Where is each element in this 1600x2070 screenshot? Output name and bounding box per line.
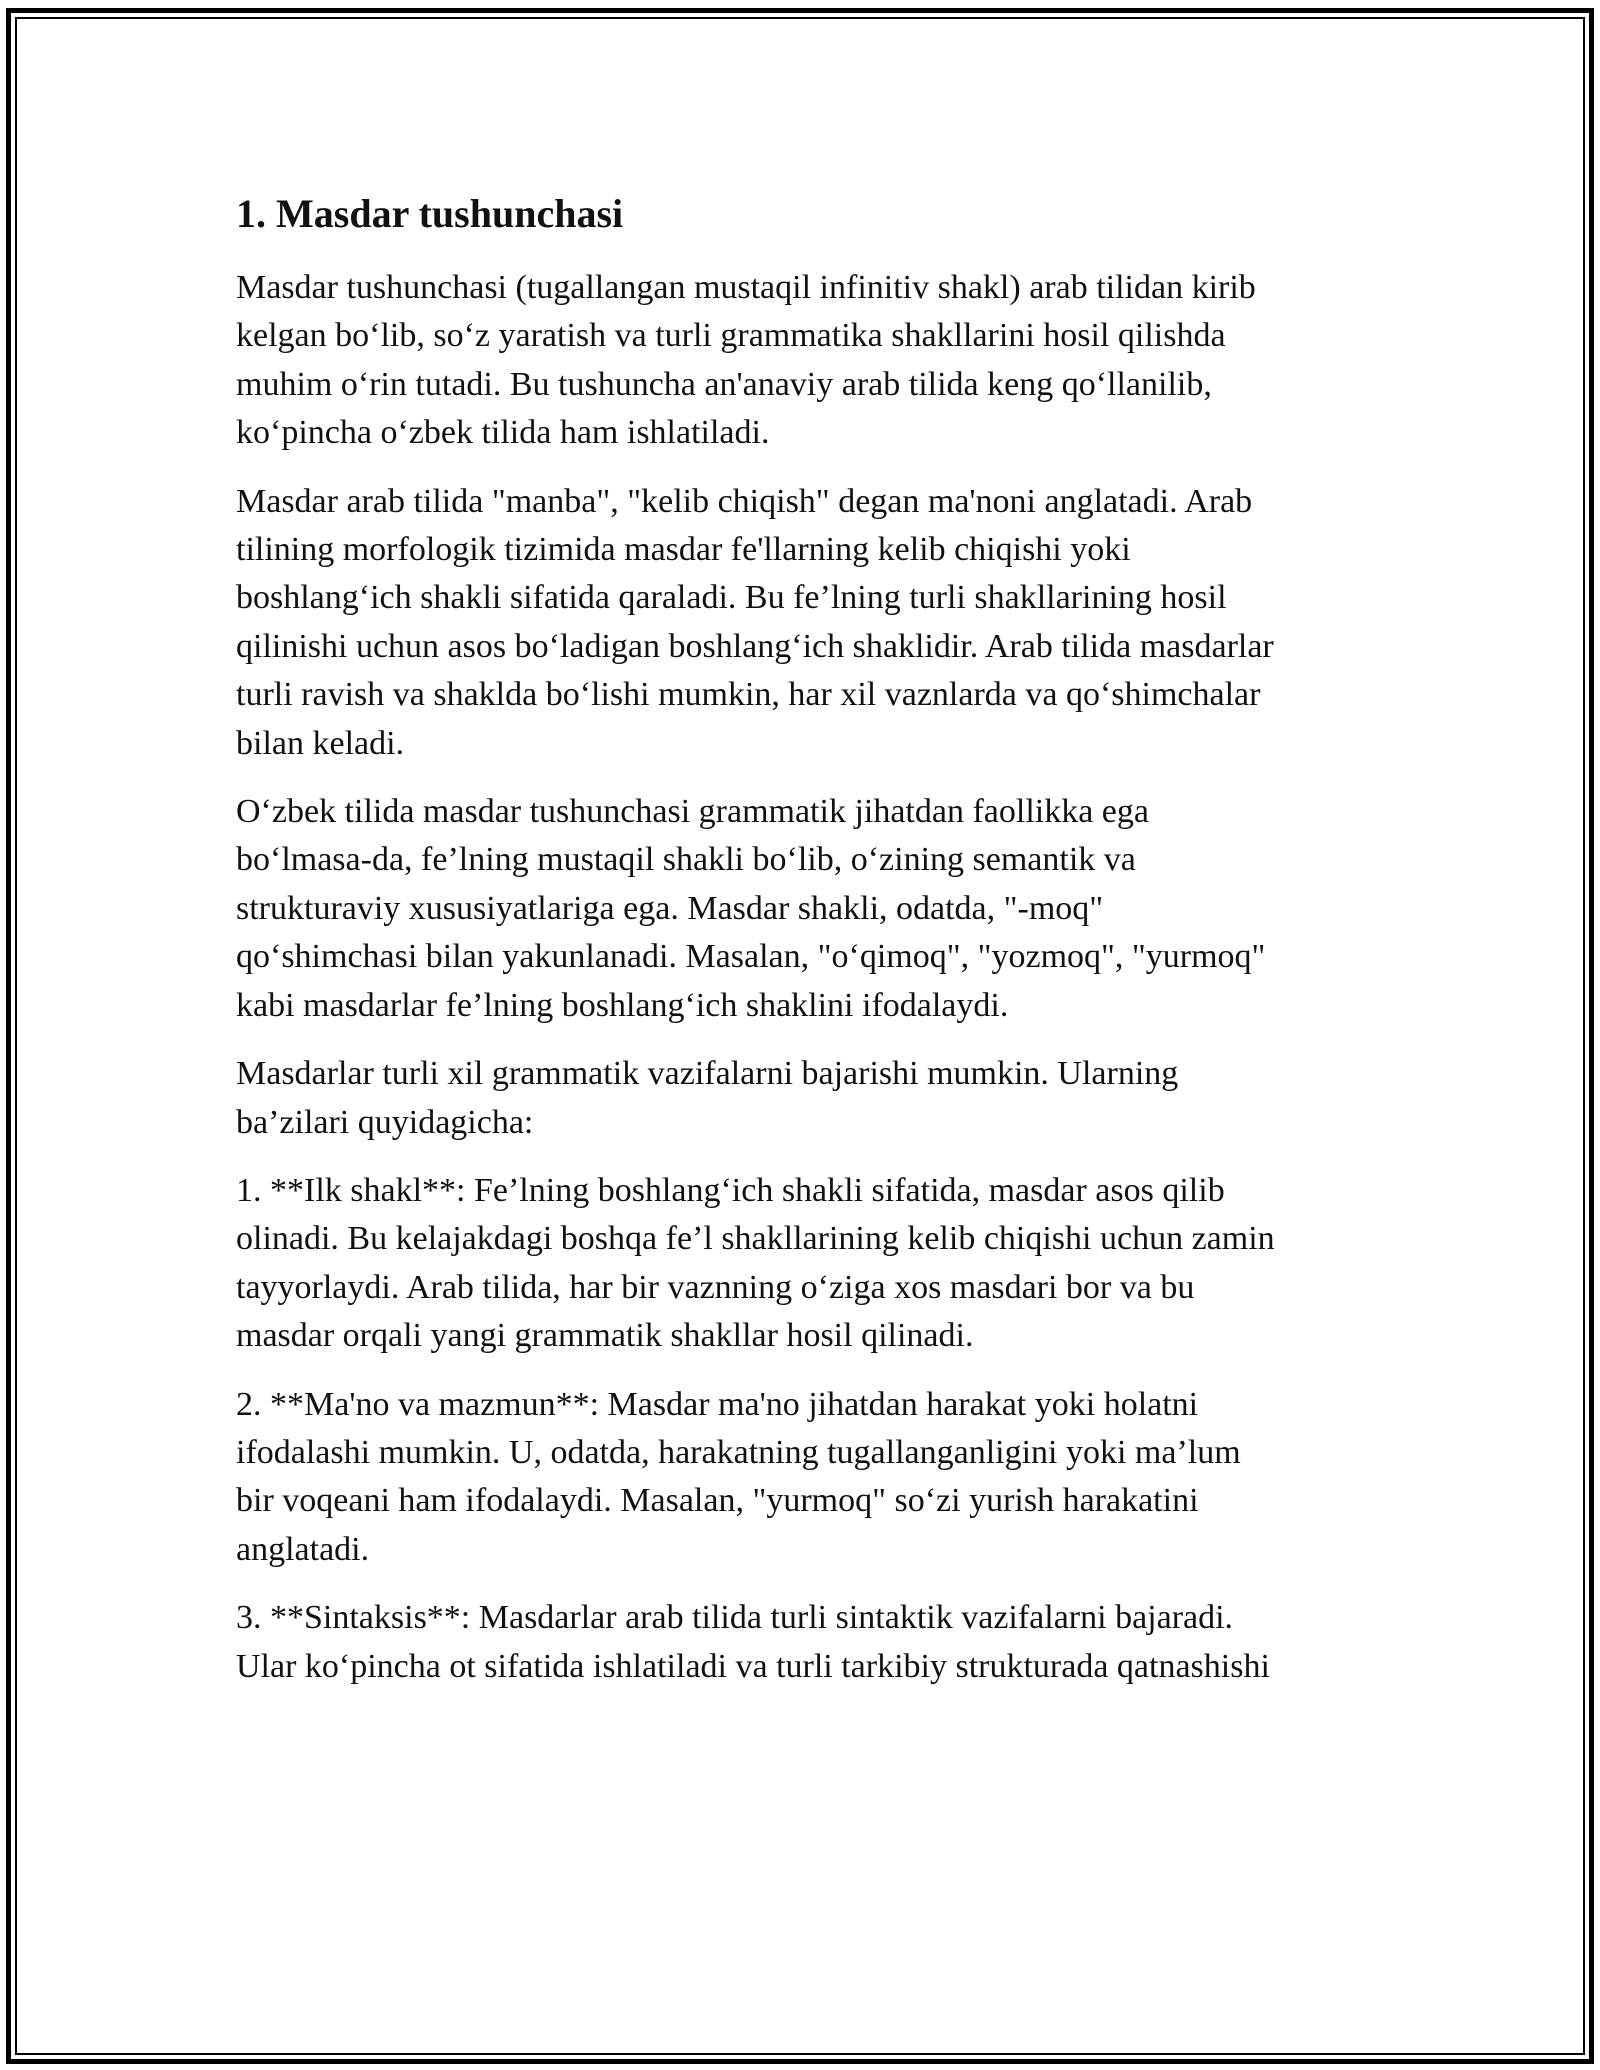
list-item-ilk-shakl: 1. **Ilk shakl**: Fe’lning boshlang‘ich shakli sifatida, masdar asos qilib olinadi. Bu kelajakdagi boshqa fe’l shakllarining kelib chiqishi uchun zamin tayyorlaydi. Arab tilida, har bir vaznning o‘ziga xos masdari bor va bu masdar orqali yangi grammatik shakllar hosil qilinadi. xyxy=(236,1171,1275,1355)
section-heading: 1. Masdar tushunchasi xyxy=(236,191,624,236)
list-item-sintaksis: 3. **Sintaksis**: Masdarlar arab tilida turli sintaktik vazifalarni bajaradi. Ular ko‘pincha ot sifatida ishlatiladi va turli tarkibiy strukturada qatnashishi xyxy=(236,1599,1270,1685)
paragraph-functions-intro: Masdarlar turli xil grammatik vazifalarni bajarishi mumkin. Ularning ba’zilari quyidagicha: xyxy=(236,1055,1179,1141)
paragraph-uzbek-masdar: O‘zbek tilida masdar tushunchasi grammatik jihatdan faollikka ega bo‘lmasa-da, fe’lning mustaqil shakli bo‘lib, o‘zining semantik va strukturaviy xususiyatlariga ega. Masdar shakli, odatda, "-moq" qo‘shimchasi bilan yakunlanadi. Masalan, "o‘qimoq", "yozmoq", "yurmoq" kabi masdarlar fe’lning boshlang‘ich shaklini ifodalaydi. xyxy=(236,793,1266,1024)
list-item-mano-mazmun: 2. **Ma'no va mazmun**: Masdar ma'no jihatdan harakat yoki holatni ifodalashi mumkin. U, odatda, harakatning tugallanganligini yoki ma’lum bir voqeani ham ifodalaydi. Masalan, "yurmoq" so‘zi yurish harakatini anglatadi. xyxy=(236,1385,1241,1568)
paragraph-arabic-meaning: Masdar arab tilida "manba", "kelib chiqish" degan ma'noni anglatadi. Arab tilining morfologik tizimida masdar fe'llarning kelib chiqishi yoki boshlang‘ich shakli sifatida qaraladi. Bu fe’lning turli shakllarining hosil qilinishi uchun asos bo‘ladigan boshlang‘ich shaklidir. Arab tilida masdarlar turli ravish va shaklda bo‘lishi mumkin, har xil vaznlarda va qo‘shimchalar bilan keladi. xyxy=(236,482,1274,762)
paragraph-masdar-intro: Masdar tushunchasi (tugallangan mustaqil infinitiv shakl) arab tilidan kirib kelgan bo‘lib, so‘z yaratish va turli grammatika shakllarini hosil qilishda muhim o‘rin tutadi. Bu tushuncha an'anaviy arab tilida keng qo‘llanilib, ko‘pincha o‘zbek tilida ham ishlatiladi. xyxy=(236,269,1256,452)
document-body xyxy=(236,184,1366,1691)
